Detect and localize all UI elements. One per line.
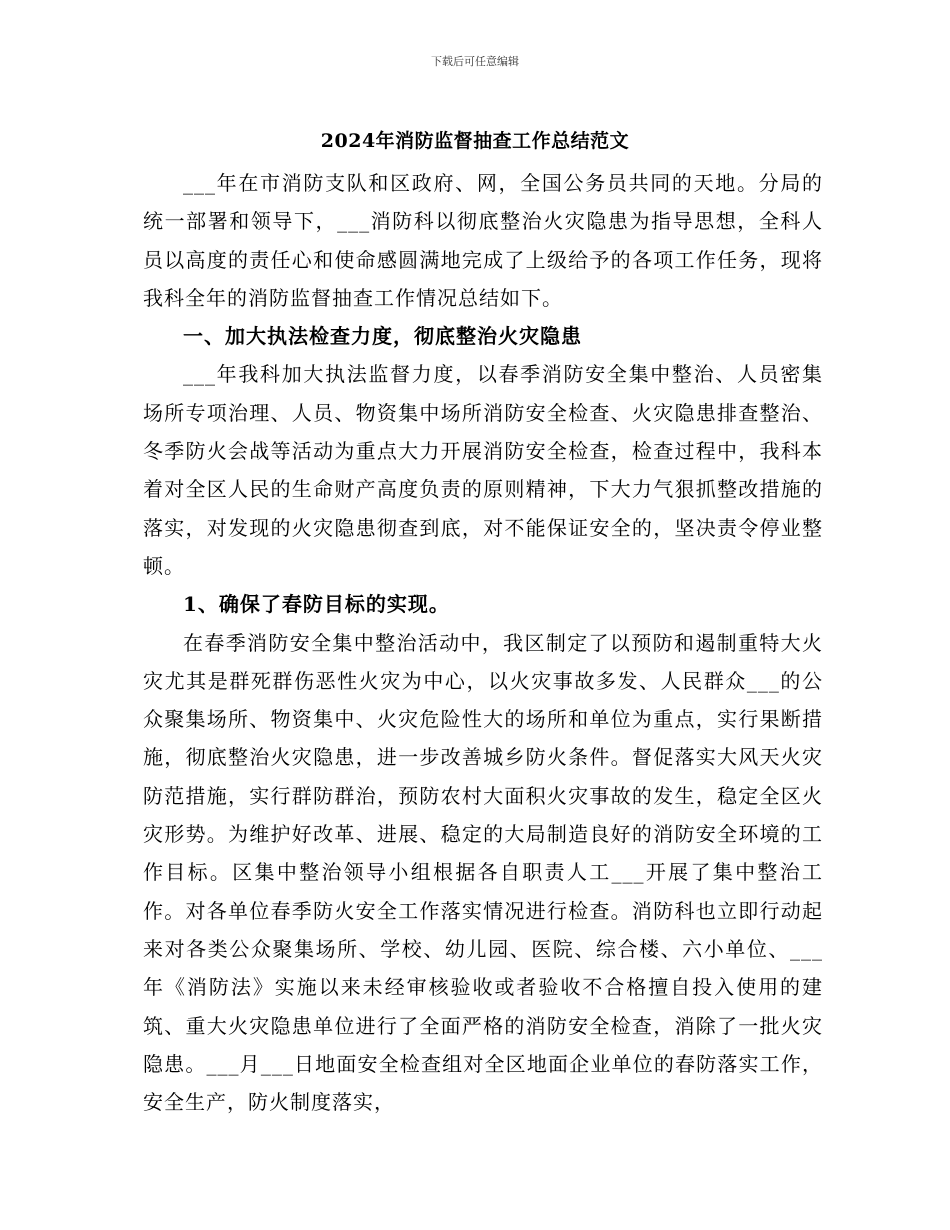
- document-title: 2024年消防监督抽查工作总结范文: [320, 130, 630, 152]
- section-1-paragraph: ___年我科加大执法监督力度，以春季消防安全集中整治、人员密集场所专项治理、人员、物资集中场所消防安全检查、火灾隐患排查整治、冬季防火会战等活动为重点大力开展消防安全检查，检查过程中，我科本着对全区人民的生命财产高度负责的原则精神，下大力气狠抓整改措施的落实，对发现的火灾隐患彻查到底，对不能保证安全的，坚决责令停业整顿。: [143, 362, 823, 578]
- subsection-1-paragraph: 在春季消防安全集中整治活动中，我区制定了以预防和遏制重特大火灾尤其是群死群伤恶性火灾为中心，以火灾事故多发、人民群众___的公众聚集场所、物资集中、火灾危险性大的场所和单位为重点，实行果断措施，彻底整治火灾隐患，进一步改善城乡防火条件。督促落实大风天火灾防范措施，实行群防群治，预防农村大面积火灾事故的发生，稳定全区火灾形势。为维护好改革、进展、稳定的大局制造良好的消防安全环境的工作目标。区集中整治领导小组根据各自职责人工___开展了集中整治工作。对各单位春季防火安全工作落实情况进行检查。消防科也立即行动起来对各类公众聚集场所、学校、幼儿园、医院、综合楼、六小单位、___年《消防法》实施以来未经审核验收或者验收不合格擅自投入使用的建筑、重大火灾隐患单位进行了全面严格的消防安全检查，消除了一批火灾隐患。___月___日地面安全检查组对全区地面企业单位的春防落实工作，安全生产，防火制度落实，: [143, 630, 823, 1115]
- intro-paragraph: ___年在市消防支队和区政府、网，全国公务员共同的天地。分局的统一部署和领导下，___消防科以彻底整治火灾隐患为指导思想，全科人员以高度的责任心和使命感圆满地完成了上级给予的各项工作任务，现将我科全年的消防监督抽查工作情况总结如下。: [143, 171, 823, 310]
- section-1-heading: 一、加大执法检查力度，彻底整治火灾隐患: [183, 324, 582, 349]
- document-body: [143, 164, 823, 1121]
- subsection-1-heading: 1、确保了春防目标的实现。: [183, 592, 450, 617]
- download-note: 下载后可任意编辑: [431, 55, 519, 68]
